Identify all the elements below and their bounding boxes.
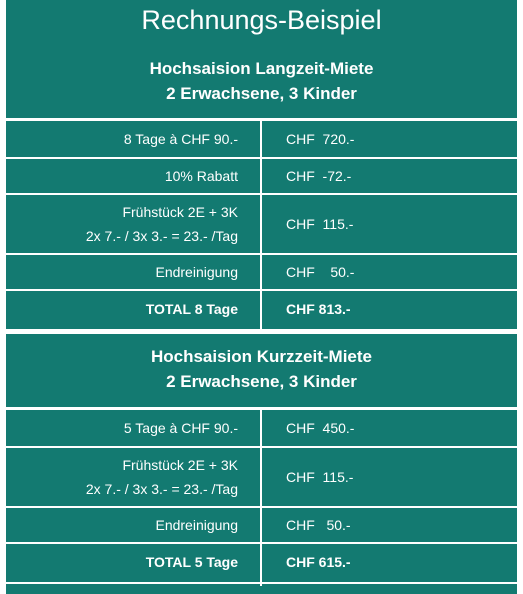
row-label-text: 10% Rabatt — [164, 168, 238, 184]
row-label — [6, 121, 260, 157]
table-row — [6, 121, 517, 157]
section-1-heading-line1: Hochsaision Langzeit-Miete — [149, 59, 374, 78]
page-title: Rechnungs-Beispiel — [141, 5, 382, 35]
section-1-heading — [6, 56, 517, 106]
row-label — [6, 159, 260, 193]
row-value: CHF 615.- — [286, 554, 351, 570]
row-value: CHF 50.- — [286, 264, 355, 280]
row-label — [6, 291, 260, 327]
section-2-table — [6, 408, 517, 594]
table-row-total — [6, 291, 517, 327]
row-label-text: Endreinigung — [155, 517, 238, 533]
table-row-total — [6, 544, 517, 580]
row-value: CHF 50.- — [286, 517, 351, 533]
table-row — [6, 508, 517, 542]
row-label-text: Frühstück 2E + 3K — [122, 457, 238, 473]
section-1-table — [6, 119, 517, 329]
section-1-heading-line2: 2 Erwachsene, 3 Kinder — [166, 84, 357, 103]
row-label-text: TOTAL 8 Tage — [145, 301, 238, 317]
table-row — [6, 448, 517, 506]
row-label-text: 5 Tage à CHF 90.- — [123, 420, 238, 436]
table-row — [6, 159, 517, 193]
row-label — [6, 410, 260, 446]
row-label — [6, 448, 260, 506]
table-row — [6, 255, 517, 289]
table-row — [6, 195, 517, 253]
table-row — [6, 410, 517, 446]
row-label-subtext: 2x 7.- / 3x 3.- = 23.- /Tag — [85, 481, 238, 497]
row-label-text: 8 Tage à CHF 90.- — [123, 131, 238, 147]
row-value: CHF 115.- — [286, 469, 354, 485]
row-label — [6, 508, 260, 542]
row-label — [6, 195, 260, 253]
row-value: CHF 450.- — [286, 420, 355, 436]
row-value: CHF 813.- — [286, 301, 351, 317]
section-2-heading-line2: 2 Erwachsene, 3 Kinder — [166, 372, 357, 391]
section-2-header — [6, 334, 517, 407]
section-1-header — [6, 0, 517, 118]
row-value: CHF 115.- — [286, 216, 354, 232]
row-label-subtext: 2x 7.- / 3x 3.- = 23.- /Tag — [85, 228, 238, 244]
row-label — [6, 544, 260, 580]
row-value: CHF 720.- — [286, 131, 355, 147]
row-label-text: Endreinigung — [155, 264, 238, 280]
row-label-text: Frühstück 2E + 3K — [122, 204, 238, 220]
row-label-text: TOTAL 5 Tage — [145, 554, 238, 570]
section-2-heading-line1: Hochsaision Kurzzeit-Miete — [150, 347, 373, 366]
row-label — [6, 255, 260, 289]
section-2-heading — [6, 344, 517, 394]
row-value: CHF -72.- — [286, 168, 352, 184]
